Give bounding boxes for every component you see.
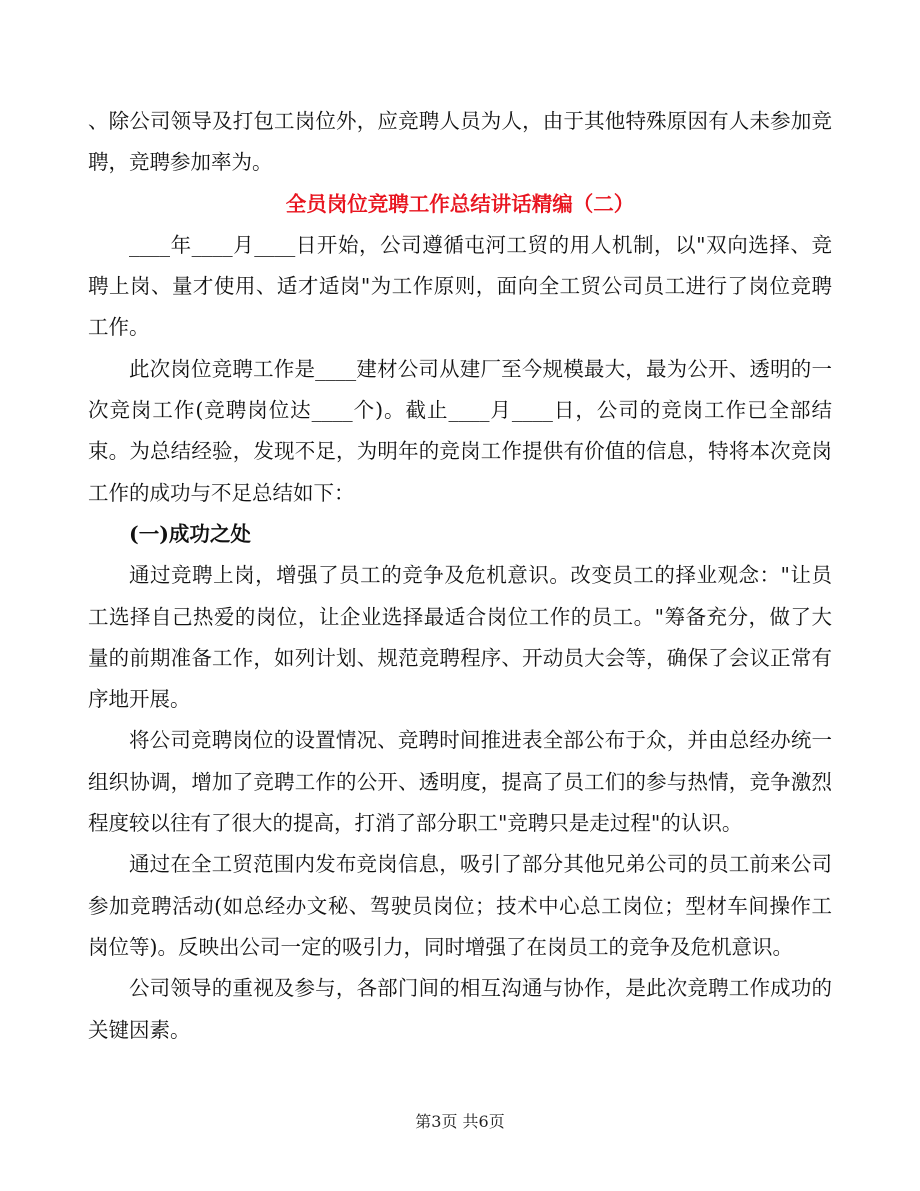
page-footer: 第3页 共6页 [415, 1112, 505, 1131]
paragraph: 公司领导的重视及参与，各部门间的相互沟通与协作，是此次竞聘工作成功的关键因素。 [88, 976, 832, 1042]
section-title: 全员岗位竞聘工作总结讲话精编（二） [285, 191, 635, 216]
document-body [88, 101, 832, 1051]
paragraph: 将公司竞聘岗位的设置情况、竞聘时间推进表全部公布于众，并由总经办统一组织协调，增加了竞聘工作的公开、透明度，提高了员工们的参与热情，竞争激烈程度较以往有了很大的提高，打消了部分职工"竞聘只是走过程"的认识。 [88, 728, 832, 836]
subheading: (一)成功之处 [129, 521, 251, 546]
paragraph: 通过竞聘上岗，增强了员工的竞争及危机意识。改变员工的择业观念："让员工选择自己热爱的岗位，让企业选择最适合岗位工作的员工。"筹备充分，做了大量的前期准备工作，如列计划、规范竞聘程序、开动员大会等，确保了会议正常有序地开展。 [88, 563, 832, 712]
paragraph: 通过在全工贸范围内发布竞岗信息，吸引了部分其他兄弟公司的员工前来公司参加竞聘活动(如总经办文秘、驾驶员岗位；技术中心总工岗位；型材车间操作工岗位等)。反映出公司一定的吸引力，同时增强了在岗员工的竞争及危机意识。 [88, 852, 832, 959]
paragraph: 此次岗位竞聘工作是____建材公司从建厂至今规模最大，最为公开、透明的一次竞岗工作(竞聘岗位达____个)。截止____月____日，公司的竞岗工作已全部结束。为总结经验，发现不足，为明年的竞岗工作提供有价值的信息，特将本次竞岗工作的成功与不足总结如下： [88, 356, 832, 505]
paragraph-continuation: 、除公司领导及打包工岗位外，应竞聘人员为人，由于其他特殊原因有人未参加竞聘，竞聘参加率为。 [88, 109, 832, 175]
paragraph: ____年____月____日开始，公司遵循屯河工贸的用人机制，以"双向选择、竞聘上岗、量才使用、适才适岗"为工作原则，面向全工贸公司员工进行了岗位竞聘工作。 [88, 232, 832, 340]
